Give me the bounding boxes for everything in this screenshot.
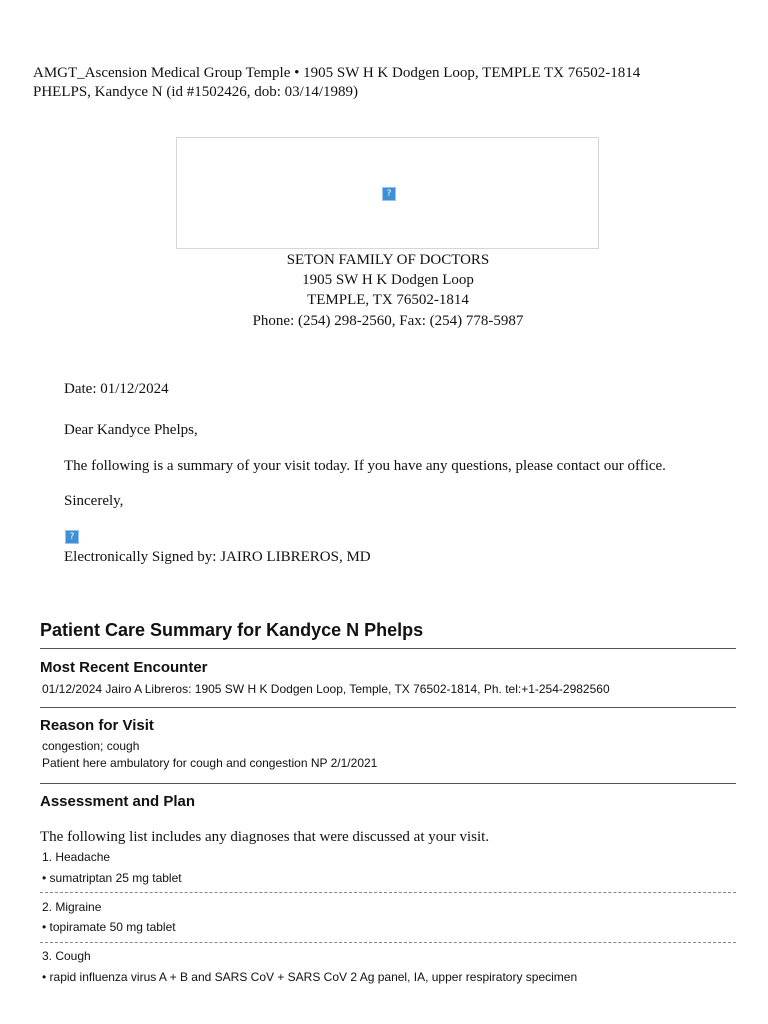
encounter-heading: Most Recent Encounter (40, 659, 208, 676)
reason-heading: Reason for Visit (40, 717, 154, 734)
header-practice-line: AMGT_Ascension Medical Group Temple • 1905 SW H K Dodgen Loop, TEMPLE TX 76502-1814 (33, 65, 641, 81)
divider (40, 707, 736, 708)
assessment-heading: Assessment and Plan (40, 793, 196, 810)
dashed-divider (40, 892, 736, 893)
divider (40, 783, 736, 784)
header-patient-line: PHELPS, Kandyce N (id #1502426, dob: 03/14/1989) (33, 84, 358, 100)
dashed-divider (40, 942, 736, 943)
divider (40, 648, 736, 649)
diagnosis-name: 1. Headache (42, 850, 111, 864)
org-name: SETON FAMILY OF DOCTORS (286, 252, 490, 268)
letter-closing: Sincerely, (64, 493, 124, 509)
org-address-line1: 1905 SW H K Dodgen Loop (302, 272, 474, 288)
logo-frame (176, 137, 599, 249)
assessment-intro: The following list includes any diagnoses that were discussed at your visit. (40, 829, 490, 845)
letter-greeting: Dear Kandyce Phelps, (64, 422, 198, 438)
reason-line: congestion; cough (42, 739, 140, 753)
org-address-line2: TEMPLE, TX 76502-1814 (307, 292, 469, 308)
diagnosis-name: 2. Migraine (42, 900, 102, 914)
org-phone-fax: Phone: (254) 298-2560, Fax: (254) 778-5987 (252, 313, 524, 329)
letter-body: The following is a summary of your visit today. If you have any questions, please contact our office. (64, 458, 666, 474)
broken-image-icon: ? (382, 187, 396, 201)
diagnosis-name: 3. Cough (42, 949, 91, 963)
encounter-text: 01/12/2024 Jairo A Libreros: 1905 SW H K Dodgen Loop, Temple, TX 76502-1814, Ph. tel:+1-254-2982560 (42, 682, 610, 696)
broken-image-icon: ? (65, 530, 79, 544)
letter-date: Date: 01/12/2024 (64, 381, 169, 397)
letter-signature: Electronically Signed by: JAIRO LIBREROS, MD (64, 549, 371, 565)
diagnosis-detail: • topiramate 50 mg tablet (42, 920, 176, 934)
summary-title: Patient Care Summary for Kandyce N Phelps (40, 620, 424, 640)
diagnosis-detail: • sumatriptan 25 mg tablet (42, 871, 182, 885)
diagnosis-detail: • rapid influenza virus A + B and SARS CoV + SARS CoV 2 Ag panel, IA, upper respiratory specimen (42, 970, 578, 984)
reason-line: Patient here ambulatory for cough and congestion NP 2/1/2021 (42, 756, 378, 770)
